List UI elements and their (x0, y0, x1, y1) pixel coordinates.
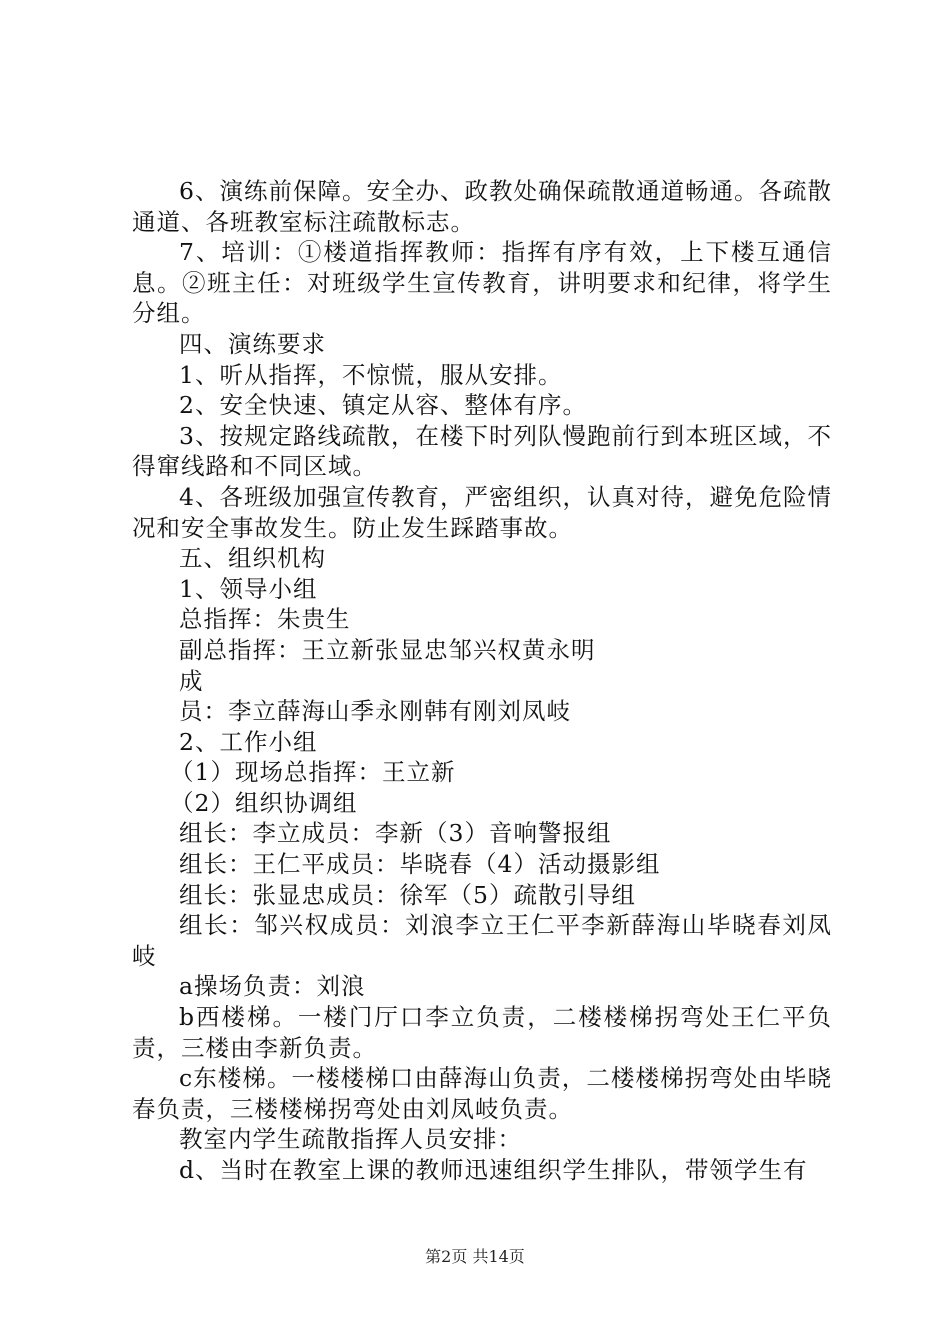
section-heading: 五、组织机构 (179, 544, 326, 573)
paragraph: 6、演练前保障。安全办、政教处确保疏散通道畅通。各疏散通道、各班教室标注疏散标志。 (132, 177, 832, 236)
paragraph: 组长：李立成员：李新（3）音响警报组 (179, 819, 612, 848)
paragraph: （1）现场总指挥：王立新 (170, 758, 456, 787)
paragraph: 组长：王仁平成员：毕晓春（4）活动摄影组 (179, 850, 661, 879)
paragraph: 7、培训：①楼道指挥教师：指挥有序有效，上下楼互通信息。②班主任：对班级学生宣传教育，讲明要求和纪律，将学生分组。 (132, 238, 832, 328)
paragraph: 教室内学生疏散指挥人员安排： (179, 1125, 522, 1154)
paragraph: 组长：邹兴权成员：刘浪李立王仁平李新薛海山毕晓春刘凤岐 (132, 911, 832, 970)
paragraph: 副总指挥：王立新张显忠邹兴权黄永明 (179, 635, 596, 664)
section-heading: 四、演练要求 (179, 329, 326, 358)
paragraph: b西楼梯。一楼门厅口李立负责，二楼楼梯拐弯处王仁平负责，三楼由李新负责。 (132, 1003, 832, 1062)
paragraph: 总指挥：朱贵生 (179, 605, 351, 634)
paragraph: 3、按规定路线疏散，在楼下时列队慢跑前行到本班区域，不得窜线路和不同区域。 (132, 421, 832, 481)
paragraph: 员：李立薛海山季永刚韩有刚刘凤岐 (179, 697, 571, 726)
paragraph: 成 (179, 666, 204, 695)
paragraph: （2）组织协调组 (170, 788, 358, 817)
paragraph: 1、领导小组 (179, 574, 318, 603)
paragraph: 1、听从指挥，不惊慌，服从安排。 (179, 360, 563, 389)
paragraph: a操场负责：刘浪 (179, 972, 366, 1001)
page-number-footer: 第2页 共14页 (425, 1247, 525, 1266)
paragraph: 组长：张显忠成员：徐军（5）疏散引导组 (179, 880, 636, 909)
paragraph: 4、各班级加强宣传教育，严密组织，认真对待，避免危险情况和安全事故发生。防止发生踩踏事故。 (132, 482, 832, 542)
document-body (132, 176, 832, 1186)
paragraph: 2、工作小组 (179, 727, 318, 756)
paragraph: c东楼梯。一楼楼梯口由薛海山负责，二楼楼梯拐弯处由毕晓春负责，三楼楼梯拐弯处由刘凤岐负责。 (132, 1064, 832, 1123)
paragraph: 2、安全快速、镇定从容、整体有序。 (179, 391, 587, 420)
paragraph: d、当时在教室上课的教师迅速组织学生排队，带领学生有 (179, 1156, 808, 1184)
